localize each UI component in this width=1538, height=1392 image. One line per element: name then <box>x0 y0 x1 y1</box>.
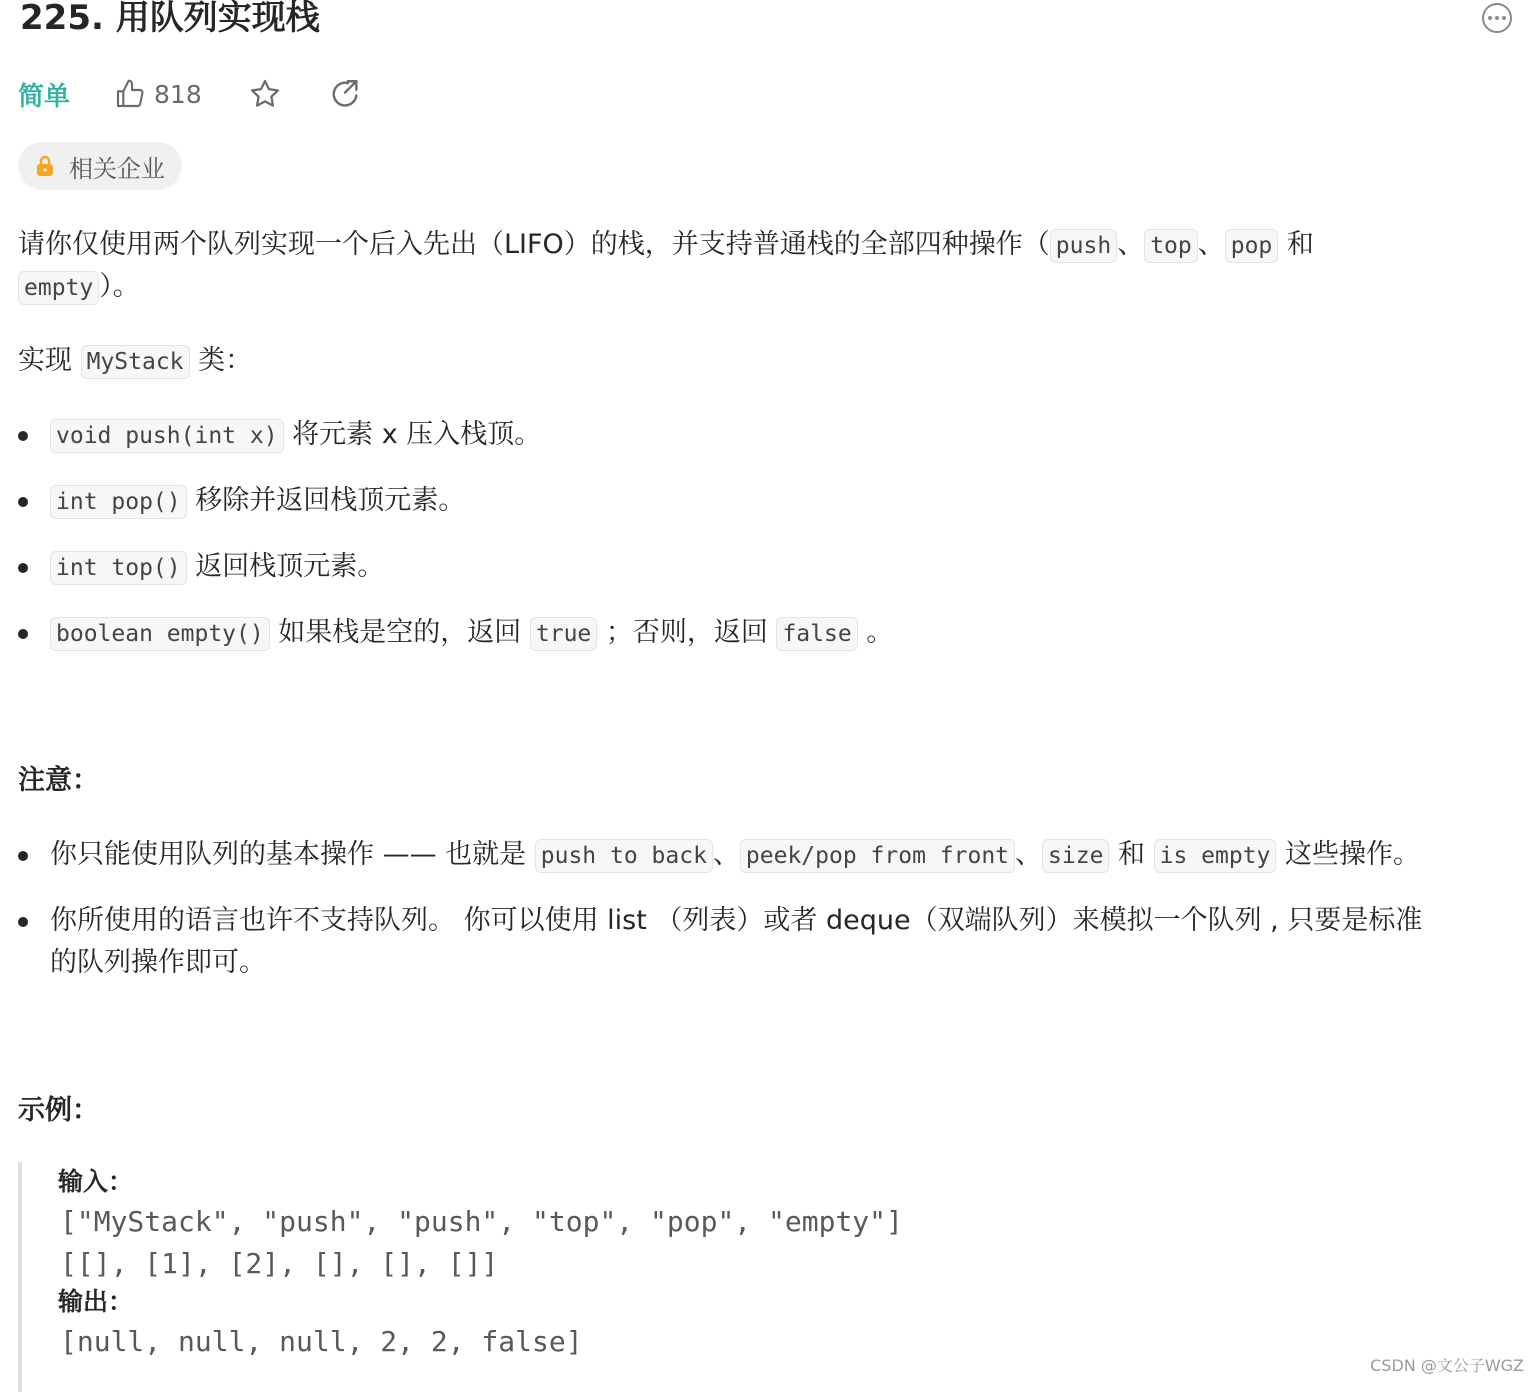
description-paragraph-cont: empty ）。 <box>18 266 140 309</box>
like-count: 818 <box>154 79 202 109</box>
output-label: 输出： <box>58 1287 134 1316</box>
method-desc: 返回栈顶元素。 <box>186 551 385 582</box>
lock-icon <box>35 155 55 177</box>
code-push: push <box>1050 229 1117 263</box>
output-line: [null, null, null, 2, 2, false] <box>60 1325 583 1358</box>
bullet <box>18 431 28 441</box>
method-code: int top() <box>50 551 187 585</box>
method-desc: 移除并返回栈顶元素。 <box>186 485 466 516</box>
code-true: true <box>530 617 597 651</box>
favorite-button[interactable] <box>248 77 282 111</box>
problem-meta-row <box>18 74 408 114</box>
code-peek-pop: peek/pop from front <box>740 839 1015 873</box>
note-heading: 注意： <box>18 765 99 796</box>
code-empty: empty <box>18 271 99 305</box>
bullet <box>18 629 28 639</box>
bullet <box>18 851 28 861</box>
like-button[interactable] <box>114 78 202 110</box>
star-icon <box>248 77 282 111</box>
code-size: size <box>1042 839 1109 873</box>
bullet <box>18 497 28 507</box>
example-block <box>18 1162 1022 1392</box>
problem-title: 225. 用队列实现栈 <box>20 0 320 38</box>
method-code: int pop() <box>50 485 187 519</box>
example-heading: 示例： <box>18 1095 99 1126</box>
related-companies-label: 相关企业 <box>69 154 165 183</box>
code-push-to-back: push to back <box>535 839 713 873</box>
bullet <box>18 563 28 573</box>
watermark: CSDN @文公子WGZ <box>1370 1356 1524 1375</box>
code-top: top <box>1144 229 1198 263</box>
share-icon <box>328 77 362 111</box>
thumbs-up-icon <box>114 78 146 110</box>
input-line: ["MyStack", "push", "push", "top", "pop", "empty"] <box>60 1205 903 1238</box>
code-is-empty: is empty <box>1154 839 1277 873</box>
code-pop: pop <box>1225 229 1279 263</box>
method-desc: 将元素 x 压入栈顶。 <box>283 419 542 450</box>
bullet <box>18 917 28 927</box>
difficulty-badge: 简单 <box>18 81 71 112</box>
share-button[interactable] <box>328 77 362 111</box>
code-false: false <box>776 617 857 651</box>
input-line: [[], [1], [2], [], [], []] <box>60 1247 499 1280</box>
code-class-name: MyStack <box>81 345 190 379</box>
input-label: 输入： <box>58 1167 134 1196</box>
description-paragraph: 请你仅使用两个队列实现一个后入先出（LIFO）的栈，并支持普通栈的全部四种操作（ push 、 top 、 pop 和 <box>18 224 1314 267</box>
implement-line: 实现 MyStack 类： <box>18 340 252 383</box>
method-code: boolean empty() <box>50 617 270 651</box>
related-companies-tag[interactable] <box>18 142 182 190</box>
method-code: void push(int x) <box>50 419 284 453</box>
more-options-icon[interactable] <box>1482 3 1512 33</box>
